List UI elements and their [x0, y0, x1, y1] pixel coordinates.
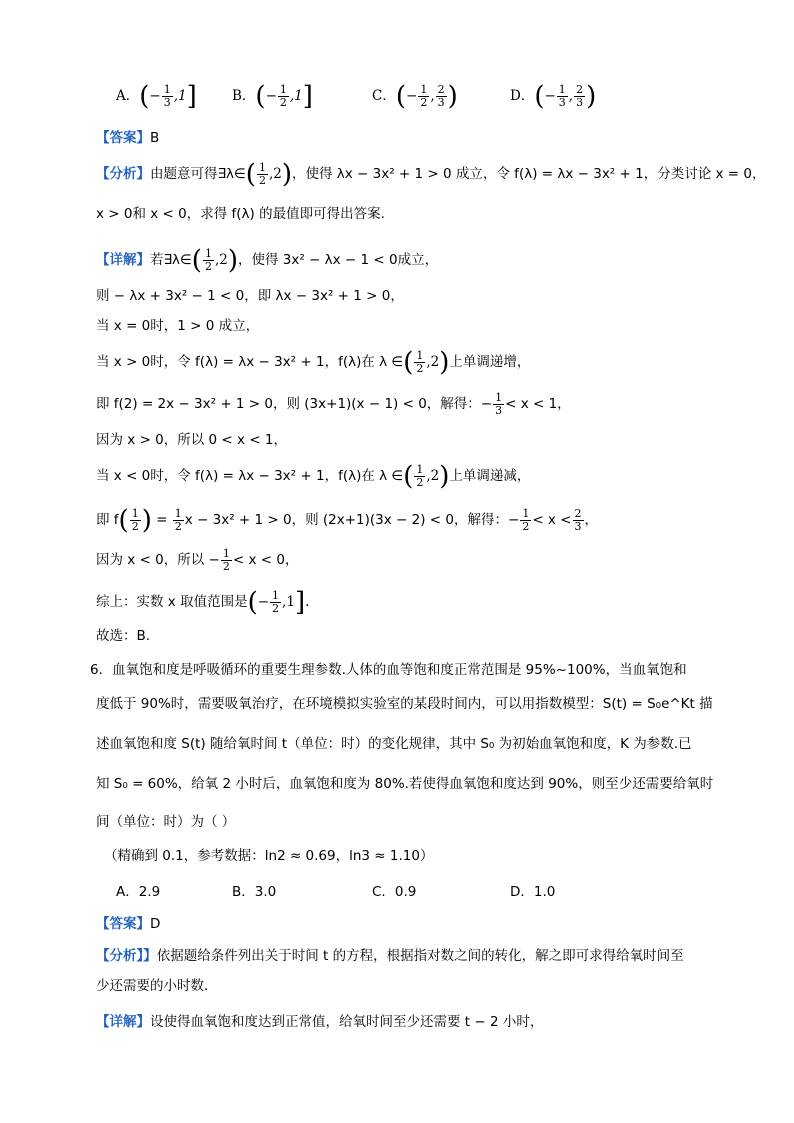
q5-detail-line11: 故选：B.	[96, 628, 151, 644]
q6-stem-line5: 间（单位：时）为（ ）	[96, 814, 236, 830]
q6-answer: 【答案】D	[96, 916, 161, 932]
q5-option-c: C．(− $\frac{1}{2}$ , $\frac{2}{3}$ )	[372, 81, 458, 112]
q5-option-d: D．(− $\frac{1}{3}$ , $\frac{2}{3}$ )	[510, 81, 597, 112]
q5-detail-line1: 【详解】若∃λ∈( $\frac{1}{2}$ ,2)，使得 3x² − λx − 1 < 0成立，	[96, 245, 439, 276]
q5-detail-line10: 综上：实数 x 取值范围是(− $\frac{1}{2}$ ,1].	[96, 587, 310, 618]
q6-stem-line2: 度低于 90%时，需要吸氧治疗，在环境模拟实验室的某段时间内，可以用指数模型：S(t) = S₀e^Kt 描	[96, 696, 713, 712]
q6-stem-line6: （精确到 0.1，参考数据：ln2 ≈ 0.69，ln3 ≈ 1.10）	[104, 848, 434, 864]
q6-stem-line1: 6．血氧饱和度是呼吸循环的重要生理参数.人体的血等饱和度正常范围是 95%~100%，当血氧饱和	[90, 662, 687, 678]
q5-option-b: B．(− $\frac{1}{2}$ ,1]	[232, 81, 313, 112]
q5-detail-line6: 因为 x > 0，所以 0 < x < 1，	[96, 432, 288, 448]
q6-option-a: A．2.9	[116, 884, 161, 900]
q5-detail-line7: 当 x < 0时，令 f(λ) = λx − 3x² + 1，f(λ)在 λ ∈( $\frac{1}{2}$ ,2)上单调递减，	[96, 461, 531, 492]
q5-detail-line2: 则 − λx + 3x² − 1 < 0，即 λx − 3x² + 1 > 0，	[96, 288, 404, 304]
q5-analysis-line2: x > 0和 x < 0，求得 f(λ) 的最值即可得出答案.	[96, 206, 385, 222]
q6-analysis-line1: 【分析】】依据题给条件列出关于时间 t 的方程，根据指对数之间的转化，解之即可求得给氧时间至	[96, 948, 684, 964]
q5-option-a: A．(− $\frac{1}{3}$ ,1]	[116, 81, 197, 112]
q5-detail-line5: 即 f(2) = 2x − 3x² + 1 > 0，则 (3x+1)(x − 1) < 0，解得：− $\frac{1}{3}$ < x < 1，	[96, 391, 571, 417]
q5-detail-line3: 当 x = 0时，1 > 0 成立，	[96, 318, 260, 334]
q5-detail-line8: 即 f( $\frac{1}{2}$ ) = $\frac{1}{2}$ x − 3x² + 1 > 0，则 (2x+1)(3x − 2) < 0，解得：− $\frac{1}{2}$ < x < $\frac{2}{3}$ ，	[96, 505, 599, 536]
q5-detail-line4: 当 x > 0时，令 f(λ) = λx − 3x² + 1，f(λ)在 λ ∈( $\frac{1}{2}$ ,2)上单调递增，	[96, 347, 531, 378]
q6-analysis-line2: 少还需要的小时数．	[96, 978, 218, 994]
q6-stem-line4: 知 S₀ = 60%，给氧 2 小时后，血氧饱和度为 80%.若使得血氧饱和度达到 90%，则至少还需要给氧时	[96, 776, 714, 792]
q6-option-c: C．0.9	[372, 884, 417, 900]
q5-answer: 【答案】B	[96, 130, 160, 146]
q6-option-d: D．1.0	[510, 884, 556, 900]
q6-option-b: B．3.0	[232, 884, 277, 900]
q6-detail-line1: 【详解】设使得血氧饱和度达到正常值，给氧时间至少还需要 t − 2 小时，	[96, 1014, 544, 1030]
q5-detail-line9: 因为 x < 0，所以 − $\frac{1}{2}$ < x < 0，	[96, 547, 299, 573]
q6-stem-line3: 述血氧饱和度 S(t) 随给氧时间 t（单位：时）的变化规律，其中 S₀ 为初始血氧饱和度，K 为参数.已	[96, 736, 692, 752]
q5-analysis-line1: 【分析】由题意可得∃λ∈( $\frac{1}{2}$ ,2)，使得 λx − 3x² + 1 > 0 成立，令 f(λ) = λx − 3x² + 1，分类讨论 x = 0，	[96, 159, 766, 190]
